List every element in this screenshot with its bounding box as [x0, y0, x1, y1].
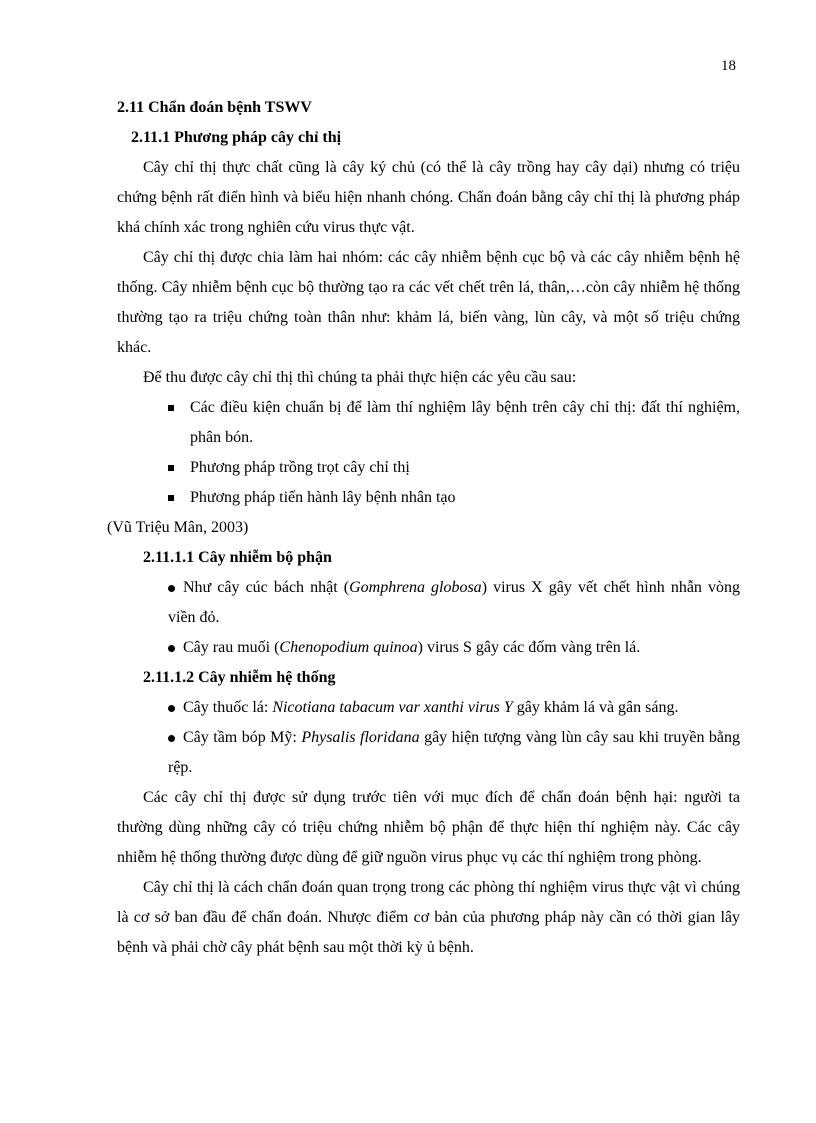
list-item-text: Cây thuốc lá: [183, 699, 273, 716]
systemic-infection-list [117, 693, 740, 783]
list-item-text: Phương pháp trồng trọt cây chỉ thị [190, 459, 410, 476]
requirements-list [117, 393, 740, 513]
local-infection-list [117, 573, 740, 663]
paragraph: Để thu được cây chỉ thị thì chúng ta phải thực hiện các yêu cầu sau: [143, 369, 577, 386]
square-bullet-icon [168, 495, 174, 501]
list-item-text: Cây rau muối ( [183, 639, 280, 656]
list-item-text: Cây tầm bóp Mỹ: [183, 729, 302, 746]
round-bullet-icon [168, 585, 175, 592]
subsubsection-heading: 2.11.1.2 Cây nhiễm hệ thống [143, 669, 336, 686]
list-item [117, 693, 740, 723]
paragraph: Cây chỉ thị được chia làm hai nhóm: các cây nhiễm bệnh cục bộ và các cây nhiễm bệnh hệ thống. Cây nhiễm bệnh cục bộ thường tạo ra các vết chết trên lá, thân,…còn cây nhiễm hệ thống thường tạo ra triệu chứng toàn thân như: khảm lá, biến vàng, lùn cây, và một số triệu chứng khác. [117, 249, 740, 356]
list-item-text: Các điều kiện chuẩn bị để làm thí nghiệm lây bệnh trên cây chỉ thị: đất thí nghiệm, phân bón. [190, 399, 740, 446]
citation: (Vũ Triệu Mân, 2003) [107, 519, 249, 536]
round-bullet-icon [168, 705, 175, 712]
list-item [117, 453, 740, 483]
list-item-text: Như cây cúc bách nhật ( [183, 579, 350, 596]
list-item-text: gây khảm lá và gân sáng. [512, 699, 679, 716]
square-bullet-icon [168, 405, 174, 411]
list-item-text: ) virus S gây các đốm vàng trên lá. [417, 639, 641, 656]
section-heading: 2.11 Chẩn đoán bệnh TSWV [117, 99, 312, 116]
document-body [107, 93, 741, 963]
subsubsection-heading: 2.11.1.1 Cây nhiễm bộ phận [143, 549, 332, 566]
round-bullet-icon [168, 735, 175, 742]
species-name: Nicotiana tabacum var xanthi virus Y [272, 699, 513, 716]
list-item-text: Phương pháp tiến hành lây bệnh nhân tạo [190, 489, 456, 506]
paragraph: Cây chỉ thị thực chất cũng là cây ký chủ (có thể là cây trồng hay cây dại) nhưng có triệu chứng bệnh rất điển hình và biểu hiện nhanh chóng. Chẩn đoán bằng cây chỉ thị là phương pháp khá chính xác trong nghiên cứu virus thực vật. [117, 159, 740, 236]
subsection-heading: 2.11.1 Phương pháp cây chỉ thị [131, 129, 342, 146]
round-bullet-icon [168, 645, 175, 652]
page-number: 18 [721, 58, 736, 74]
paragraph: Cây chỉ thị là cách chẩn đoán quan trọng trong các phòng thí nghiệm virus thực vật vì chúng là cơ sở ban đầu để chẩn đoán. Nhược điểm cơ bản của phương pháp này cần có thời gian lây bệnh và phải chờ cây phát bệnh sau một thời kỳ ủ bệnh. [117, 879, 740, 956]
list-item [117, 483, 740, 513]
list-item [117, 633, 740, 663]
species-name: Chenopodium quinoa [279, 639, 418, 656]
list-item-text: gây hiện tượng vàng lùn cây sau khi truyền bằng rệp. [168, 729, 741, 776]
species-name: Physalis floridana [301, 729, 420, 746]
list-item [117, 723, 740, 783]
list-item-text: ) virus X gây vết chết hình nhẫn vòng viền đỏ. [168, 579, 741, 626]
species-name: Gomphrena globosa [349, 579, 482, 596]
list-item [117, 573, 740, 633]
square-bullet-icon [168, 465, 174, 471]
list-item [117, 393, 740, 453]
paragraph: Các cây chỉ thị được sử dụng trước tiên với mục đích để chẩn đoán bệnh hại: người ta thường dùng những cây có triệu chứng nhiễm bộ phận để thực hiện thí nghiệm này. Các cây nhiễm hệ thống thường được dùng để giữ nguồn virus phục vụ các thí nghiệm trong phòng. [117, 789, 740, 866]
